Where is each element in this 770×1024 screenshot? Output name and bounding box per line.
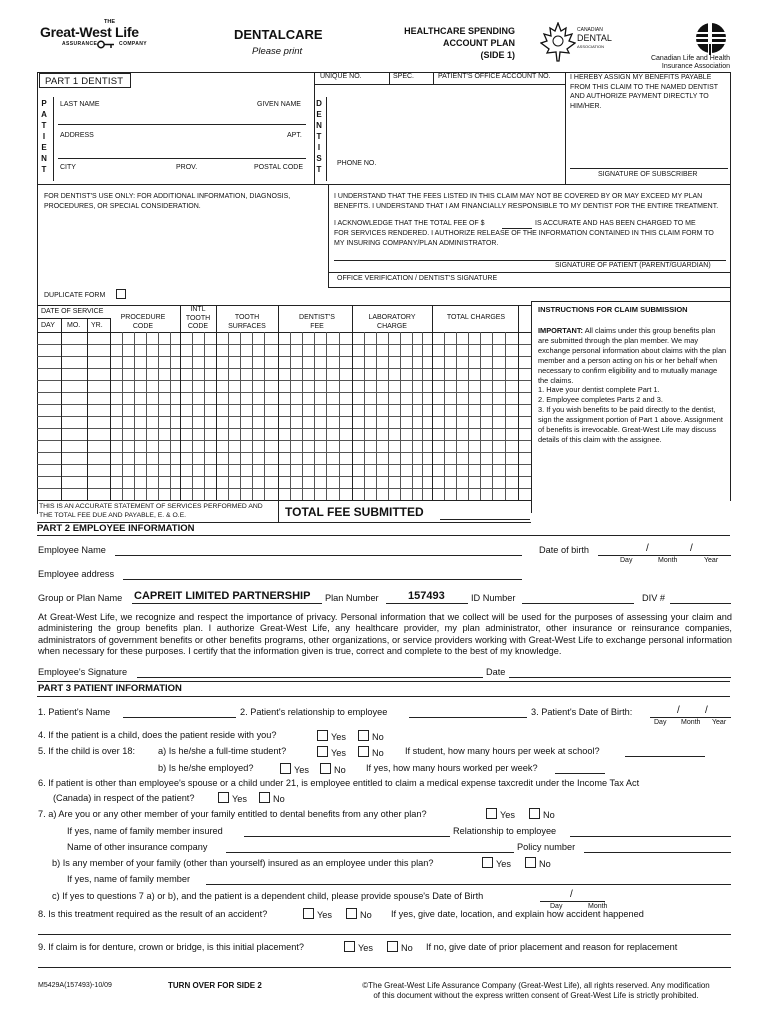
dentist-letter: T [316, 132, 322, 141]
no-label: No [372, 732, 384, 742]
no-label: No [372, 748, 384, 758]
grid-digit-line [290, 332, 291, 500]
grid-column-line [61, 318, 62, 500]
other-insurance-company-input[interactable] [226, 852, 514, 853]
dentist-letter: S [316, 154, 322, 163]
q7b-no-checkbox[interactable] [525, 857, 536, 868]
q1-label: 1. Patient's Name [38, 707, 111, 717]
statement-divider [278, 500, 279, 522]
no-label: No [273, 794, 285, 804]
employee-signature-label: Employee's Signature [38, 667, 128, 677]
plan-title [378, 25, 515, 61]
q7a-label: 7. a) Are you or any other member of your family entitled to dental benefits from any other plan? [38, 809, 427, 819]
office-account-label: PATIENT'S OFFICE ACCOUNT NO. [438, 73, 551, 80]
grid-digit-line [468, 332, 469, 500]
spec-label: SPEC. [393, 73, 415, 80]
employee-signature-date-field[interactable] [509, 677, 731, 678]
month-col-label: MO. [67, 322, 81, 329]
q8-no[interactable] [346, 908, 372, 921]
grid-digit-line [134, 332, 135, 500]
employee-address-label: Employee address [38, 569, 115, 579]
spouse-dob-input[interactable] [540, 901, 605, 902]
plan-number-label: Plan Number [325, 593, 379, 603]
dentists-fee-label: DENTIST'S FEE [299, 314, 335, 330]
q4-no-checkbox[interactable] [358, 730, 369, 741]
assign-benefits-text: I HEREBY ASSIGN MY BENEFITS PAYABLE FROM THIS CLAIM TO THE NAMED DENTIST AND AUTHORIZE PAYMENT DIRECTLY TO HIM/HER. [570, 74, 718, 110]
postal-code-label: POSTAL CODE [254, 164, 304, 171]
unique-no-label: UNIQUE NO. [320, 73, 362, 80]
q5b-no[interactable] [320, 763, 346, 776]
grid-digit-line [412, 332, 413, 500]
q5b-yes[interactable] [280, 763, 309, 776]
prov-label: PROV. [176, 164, 198, 171]
cda-logo-line-1: CANADIAN [577, 27, 603, 33]
part2-title: PART 2 EMPLOYEE INFORMATION [37, 523, 195, 534]
q5b-no-checkbox[interactable] [320, 763, 331, 774]
q5a-no-checkbox[interactable] [358, 746, 369, 757]
yes-label: Yes [232, 794, 247, 804]
q7a-yes[interactable] [486, 808, 515, 821]
lab-charge-label: LABORATORY CHARGE [368, 314, 416, 330]
q6-label-line-1: 6. If patient is other than employee's spouse or a child under 21, is employee entitled to claim a medical expense taxcredit under the Income Tax Act [38, 778, 640, 788]
patient-letter: N [41, 154, 47, 163]
q6-no[interactable] [259, 792, 285, 805]
part1-title: PART 1 DENTIST [39, 73, 131, 88]
cda-logo [540, 22, 610, 64]
grid-digit-line [444, 332, 445, 500]
grid-column-line [216, 305, 217, 500]
q8-no-checkbox[interactable] [346, 908, 357, 919]
q5b-follow-label: If yes, how many hours worked per week? [366, 763, 538, 773]
understand-text-2a: I ACKNOWLEDGE THAT THE TOTAL FEE OF $ [334, 220, 485, 227]
grid-digit-line [314, 332, 315, 500]
q8-follow-label: If yes, give date, location, and explain how accident happened [391, 909, 644, 919]
grid-digit-line [264, 332, 265, 500]
q7b-name-label: If yes, name of family member [67, 874, 191, 884]
patient-letter: T [41, 165, 47, 174]
dentist-letter: I [317, 143, 321, 152]
q5a-yes-checkbox[interactable] [317, 746, 328, 757]
q7a-no-checkbox[interactable] [529, 808, 540, 819]
grid-digit-line [204, 332, 205, 500]
id-number-label: ID Number [471, 593, 516, 603]
plan-number-value: 157493 [408, 590, 445, 602]
city-label: CITY [60, 164, 76, 171]
q5b-yes-checkbox[interactable] [280, 763, 291, 774]
clhia-logo [693, 22, 729, 56]
grid-digit-line [302, 332, 303, 500]
q7c-label: c) If yes to questions 7 a) or b), and the patient is a dependent child, please provide spouse's Date of Birth [52, 891, 484, 901]
employee-dob-field[interactable] [598, 555, 731, 556]
patient-letter: E [41, 143, 47, 152]
plan-number-field[interactable] [386, 603, 468, 604]
patient-dob-input[interactable] [650, 717, 731, 718]
grid-digit-line [339, 332, 340, 500]
grid-digit-line [228, 332, 229, 500]
grid-digit-line [456, 332, 457, 500]
dentist-letter: D [316, 99, 322, 108]
yes-label: Yes [496, 859, 511, 869]
grid-digit-line [158, 332, 159, 500]
group-plan-name-field[interactable] [132, 603, 322, 604]
q7a-company-label: Name of other insurance company [67, 842, 208, 852]
q7b-yes[interactable] [482, 857, 511, 870]
employee-name-label: Employee Name [38, 545, 106, 555]
grid-column-line [352, 305, 353, 500]
patient-signature-label: SIGNATURE OF PATIENT (PARENT/GUARDIAN) [555, 262, 711, 269]
intl-tooth-code-label: INTL TOOTH CODE [185, 306, 211, 330]
brand-name: Great-West Life [40, 24, 139, 40]
employee-address-field[interactable] [123, 579, 522, 580]
instructions-title: INSTRUCTIONS FOR CLAIM SUBMISSION [538, 305, 688, 314]
grid-digit-line [505, 332, 506, 500]
q4-yes[interactable] [317, 730, 346, 743]
patient-name-input[interactable] [123, 717, 236, 718]
instruction-step: 1. Have your dentist complete Part 1. [538, 385, 660, 395]
dentist-letter: T [316, 165, 322, 174]
q7a-no[interactable] [529, 808, 555, 821]
q4-label: 4. If the patient is a child, does the patient reside with you? [38, 730, 277, 740]
date-of-birth-label: Date of birth [539, 545, 590, 555]
q5a-no[interactable] [358, 746, 384, 759]
apt-label: APT. [287, 132, 302, 139]
accurate-statement-text: THIS IS AN ACCURATE STATEMENT OF SERVICES PERFORMED AND THE TOTAL FEE DUE AND PAYABLE, E. & O.E. [39, 503, 263, 519]
understand-text-2b: IS ACCURATE AND HAS BEEN CHARGED TO ME [535, 220, 696, 227]
instruction-step: 2. Employee completes Parts 2 and 3. [538, 395, 663, 405]
understand-text-3: FOR SERVICES RENDERED. I AUTHORIZE RELEASE OF THE INFORMATION CONTAINED IN THIS CLAIM FORM TO MY INSURING COMPANY/PLAN ADMINISTRATOR. [334, 230, 714, 247]
brand-sub: ASSURANCE COMPANY [62, 41, 148, 47]
brand-small: THE [104, 19, 115, 25]
dentist-letter: N [316, 121, 322, 130]
q6-no-checkbox[interactable] [259, 792, 270, 803]
copyright-line-2: of this document without the express written consent of Great-West Life is strictly prohibited. [373, 991, 699, 1000]
privacy-statement: At Great-West Life, we recognize and respect the importance of privacy. Personal information that we collect will be used for the purposes of assessing your claim and administering the group benefits plan. I authorize Great-West Life, any healthcare provider, my plan administrator, other insurance or reinsurance companies, administrators of government benefits or other benefits programs, other organizations, or service providers working with Great-West Life to exchange personal information when necessary for these purposes. I certify that the information given is true, correct and complete to the best of my knowledge. [38, 612, 732, 656]
grid-column-line [110, 318, 111, 500]
grid-digit-line [240, 332, 241, 500]
q6-label-line-2: (Canada) in respect of the patient? [53, 793, 195, 803]
grid-bottom-line [37, 500, 531, 501]
phone-no-label: PHONE NO. [337, 160, 377, 167]
insured-member-input[interactable] [244, 836, 450, 837]
grid-digit-line [400, 332, 401, 500]
subscriber-signature-label: SIGNATURE OF SUBSCRIBER [598, 171, 698, 178]
please-print: Please print [252, 46, 303, 57]
q6-yes[interactable] [218, 792, 247, 805]
q7a-yes-checkbox[interactable] [486, 808, 497, 819]
grid-digit-line [326, 332, 327, 500]
group-plan-name-label: Group or Plan Name [38, 593, 123, 603]
relationship-input[interactable] [409, 717, 527, 718]
cda-logo-line-2: DENTAL [577, 33, 612, 43]
yes-label: Yes [331, 748, 346, 758]
q9-no[interactable] [387, 941, 413, 954]
group-plan-name-value: CAPREIT LIMITED PARTNERSHIP [134, 590, 311, 602]
dentist-use-only-text: FOR DENTIST'S USE ONLY: FOR ADDITIONAL INFORMATION, DIAGNOSIS, PROCEDURES, OR SPECIAL CONSIDERATION. [44, 193, 291, 210]
div-label: DIV # [642, 593, 665, 603]
instruction-step: 3. If you wish benefits to be paid directly to the dentist, sign the assignment portion of Part 1 above. Assignment of benefits is irrevocable. Great-West Life may discuss details of this claim with the assignee. [538, 405, 723, 444]
q6-yes-checkbox[interactable] [218, 792, 229, 803]
part3-title: PART 3 PATIENT INFORMATION [38, 683, 182, 694]
grid-digit-line [492, 332, 493, 500]
duplicate-form-checkbox[interactable] [116, 289, 126, 299]
insured-relationship-input[interactable] [570, 836, 731, 837]
school-hours-input[interactable] [625, 756, 705, 757]
q5-label: 5. If the child is over 18: [38, 746, 136, 756]
grid-digit-line [480, 332, 481, 500]
q7a-insured-label: If yes, name of family member insured [67, 826, 223, 836]
plan-title-line-1: HEALTHCARE SPENDING [404, 26, 515, 36]
clhia-text [610, 55, 730, 71]
copyright [340, 981, 732, 1001]
q7b-label: b) Is any member of your family (other than yourself) insured as an employee under this plan? [52, 858, 434, 868]
q7b-yes-checkbox[interactable] [482, 857, 493, 868]
spouse-dob-month: Month [588, 903, 608, 910]
policy-number-input[interactable] [584, 852, 731, 853]
given-name-label: GIVEN NAME [257, 101, 301, 108]
id-number-field[interactable] [522, 603, 634, 604]
grid-digit-line [364, 332, 365, 500]
form-code: M5429A(157493)-10/09 [38, 982, 112, 989]
spouse-dob-day: Day [550, 903, 563, 910]
q3-label: 3. Patient's Date of Birth: [531, 707, 633, 717]
no-label: No [401, 943, 413, 953]
q9-yes-checkbox[interactable] [344, 941, 355, 952]
understand-text-1: I UNDERSTAND THAT THE FEES LISTED IN THIS CLAIM MAY NOT BE COVERED BY OR MAY EXCEED MY PLAN BENEFITS. I UNDERSTAND THAT I AM FINANCIALLY RESPONSIBLE TO MY DENTIST FOR THE ENTIRE TREATMENT. [334, 193, 719, 210]
q5a-label: a) Is he/she a full-time student? [158, 746, 287, 756]
q9-label: 9. If claim is for denture, crown or bridge, is this initial placement? [38, 942, 305, 952]
office-verification-label: OFFICE VERIFICATION / DENTIST'S SIGNATURE [337, 275, 498, 282]
grid-digit-line [192, 332, 193, 500]
patient-letter: A [41, 110, 47, 119]
clhia-line-2: Insurance Association [661, 63, 730, 70]
employee-signature-date-label: Date [486, 667, 506, 677]
grid-digit-line [376, 332, 377, 500]
maple-leaf-icon [540, 22, 576, 62]
placement-details-input[interactable] [38, 967, 731, 968]
turn-over-label: TURN OVER FOR SIDE 2 [168, 981, 262, 990]
date-of-service-label: DATE OF SERVICE [41, 308, 104, 315]
employee-signature-field[interactable] [137, 677, 483, 678]
clhia-line-1: Canadian Life and Health [650, 55, 730, 62]
q9-follow-label: If no, give date of prior placement and reason for replacement [426, 942, 678, 952]
grid-column-line [87, 318, 88, 500]
q5a-follow-label: If student, how many hours per week at school? [405, 746, 600, 756]
grid-digit-line [170, 332, 171, 500]
q8-yes-checkbox[interactable] [303, 908, 314, 919]
total-fee-submitted-field[interactable] [440, 519, 530, 520]
family-member-input[interactable] [206, 884, 731, 885]
employee-name-field[interactable] [115, 555, 522, 556]
q7a-policy-label: Policy number [517, 842, 576, 852]
copyright-line-1: ©The Great-West Life Assurance Company (Great-West Life), all rights reserved. Any modification [362, 981, 710, 990]
subscriber-signature-field[interactable] [570, 168, 728, 169]
plan-title-line-2: ACCOUNT PLAN [443, 38, 515, 48]
dob-day-label: Day [620, 557, 633, 564]
no-label: No [360, 910, 372, 920]
q7a-relationship-label: Relationship to employee [453, 826, 557, 836]
grid-column-line [180, 305, 181, 500]
grid-column-line [278, 305, 279, 500]
patient-dob-day: Day [654, 719, 667, 726]
year-col-label: YR. [91, 322, 103, 329]
patient-dob-month: Month [681, 719, 701, 726]
yes-label: Yes [294, 765, 309, 775]
patient-address-field[interactable] [58, 158, 306, 159]
q9-no-checkbox[interactable] [387, 941, 398, 952]
brand-logo [40, 18, 180, 52]
grid-column-line [432, 305, 433, 500]
important-text: All claims under this group benefits plan are submitted through the plan member. We may exchange personal information about claims with the plan member and a person acting on his or her behalf when necessary to confirm eligibility and to mutually manage the claims. [538, 326, 727, 385]
day-col-label: DAY [41, 322, 55, 329]
cda-logo-line-3: ASSOCIATION [577, 44, 605, 49]
q4-yes-checkbox[interactable] [317, 730, 328, 741]
grid-digit-line [146, 332, 147, 500]
patient-letter: I [42, 132, 46, 141]
plan-title-line-3: (SIDE 1) [480, 50, 515, 60]
total-fee-submitted-label: TOTAL FEE SUBMITTED [285, 505, 424, 519]
procedure-code-label: PROCEDURE CODE [120, 314, 166, 330]
q8-yes[interactable] [303, 908, 332, 921]
duplicate-form-label: DUPLICATE FORM [44, 292, 106, 299]
no-label: No [334, 765, 346, 775]
yes-label: Yes [358, 943, 373, 953]
instructions-panel [534, 305, 728, 445]
grid-digit-line [388, 332, 389, 500]
q5b-label: b) Is he/she employed? [158, 763, 254, 773]
patient-dob-year: Year [712, 719, 727, 726]
div-field[interactable] [670, 603, 731, 604]
grid-digit-line [252, 332, 253, 500]
important-label: IMPORTANT: [538, 326, 584, 335]
dob-month-label: Month [658, 557, 678, 564]
yes-label: Yes [317, 910, 332, 920]
patient-signature-field[interactable] [334, 260, 726, 261]
q9-yes[interactable] [344, 941, 373, 954]
patient-letter: T [41, 121, 47, 130]
grid-digit-line [122, 332, 123, 500]
q7b-no[interactable] [525, 857, 551, 870]
patient-name-field[interactable] [58, 124, 306, 125]
dentist-letter: E [316, 110, 322, 119]
q4-no[interactable] [358, 730, 384, 743]
no-label: No [543, 810, 555, 820]
patient-letter: P [41, 99, 47, 108]
no-label: No [539, 859, 551, 869]
q8-label: 8. Is this treatment required as the result of an accident? [38, 909, 268, 919]
total-charges-label: TOTAL CHARGES [446, 314, 506, 321]
q5a-yes[interactable] [317, 746, 346, 759]
tooth-surfaces-label: TOOTH SURFACES [228, 314, 266, 330]
dob-year-label: Year [704, 557, 719, 564]
yes-label: Yes [500, 810, 515, 820]
work-hours-input[interactable] [555, 773, 605, 774]
address-label: ADDRESS [60, 132, 94, 139]
instructions-important [534, 326, 728, 385]
accident-details-input[interactable] [38, 934, 731, 935]
last-name-label: LAST NAME [60, 101, 100, 108]
q2-label: 2. Patient's relationship to employee [240, 707, 388, 717]
yes-label: Yes [331, 732, 346, 742]
grid-column-line [518, 305, 519, 500]
form-title: DENTALCARE [234, 27, 323, 42]
grid-digit-line [422, 332, 423, 500]
